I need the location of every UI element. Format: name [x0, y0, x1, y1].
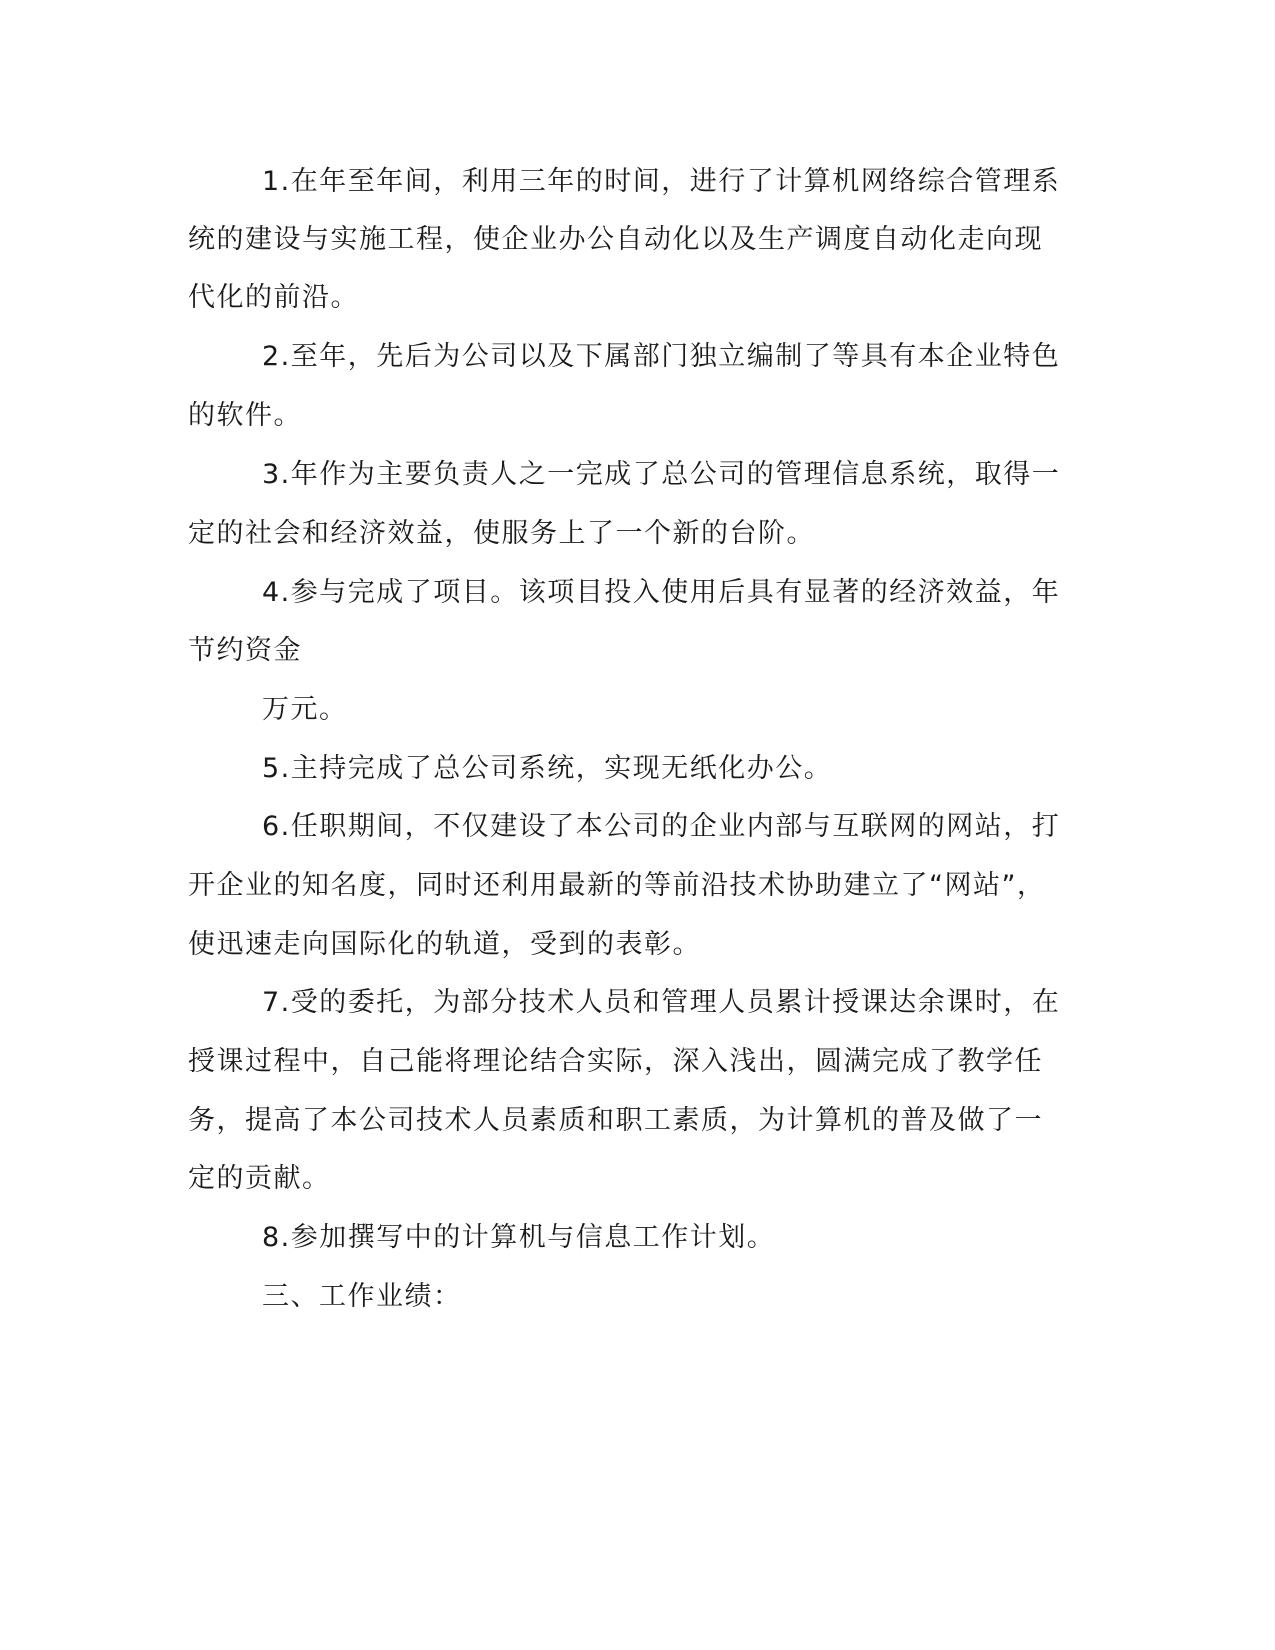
item-1-line-1: 1.在年至年间，利用三年的时间，进行了计算机网络综合管理系 — [262, 166, 1061, 197]
item-5-line-1: 5.主持完成了总公司系统，实现无纸化办公。 — [262, 753, 833, 784]
section-heading: 三、工作业绩： — [262, 1281, 462, 1312]
item-4-line-3: 万元。 — [262, 694, 348, 725]
item-1-line-3: 代化的前沿。 — [188, 282, 359, 313]
item-2-line-1: 2.至年，先后为公司以及下属部门独立编制了等具有本企业特色 — [262, 341, 1061, 372]
item-4-line-2: 节约资金 — [188, 635, 302, 666]
item-7-line-4: 定的贡献。 — [188, 1163, 331, 1194]
item-7-line-3: 务，提高了本公司技术人员素质和职工素质，为计算机的普及做了一 — [188, 1105, 1043, 1136]
item-8-line-1: 8.参加撰写中的计算机与信息工作计划。 — [262, 1222, 776, 1253]
item-1-line-2: 统的建设与实施工程，使企业办公自动化以及生产调度自动化走向现 — [188, 224, 1043, 255]
item-2-line-2: 的软件。 — [188, 400, 302, 431]
item-7-line-2: 授课过程中，自己能将理论结合实际，深入浅出，圆满完成了教学任 — [188, 1046, 1043, 1077]
item-3-line-2: 定的社会和经济效益，使服务上了一个新的台阶。 — [188, 518, 815, 549]
item-6-line-2: 开企业的知名度，同时还利用最新的等前沿技术协助建立了“网站”， — [188, 870, 1046, 901]
item-6-line-1: 6.任职期间，不仅建设了本公司的企业内部与互联网的网站，打 — [262, 811, 1061, 842]
item-3-line-1: 3.年作为主要负责人之一完成了总公司的管理信息系统，取得一 — [262, 459, 1061, 490]
item-6-line-3: 使迅速走向国际化的轨道，受到的表彰。 — [188, 929, 701, 960]
item-7-line-1: 7.受的委托，为部分技术人员和管理人员累计授课达余课时，在 — [262, 987, 1061, 1018]
item-4-line-1: 4.参与完成了项目。该项目投入使用后具有显著的经济效益，年 — [262, 577, 1061, 608]
